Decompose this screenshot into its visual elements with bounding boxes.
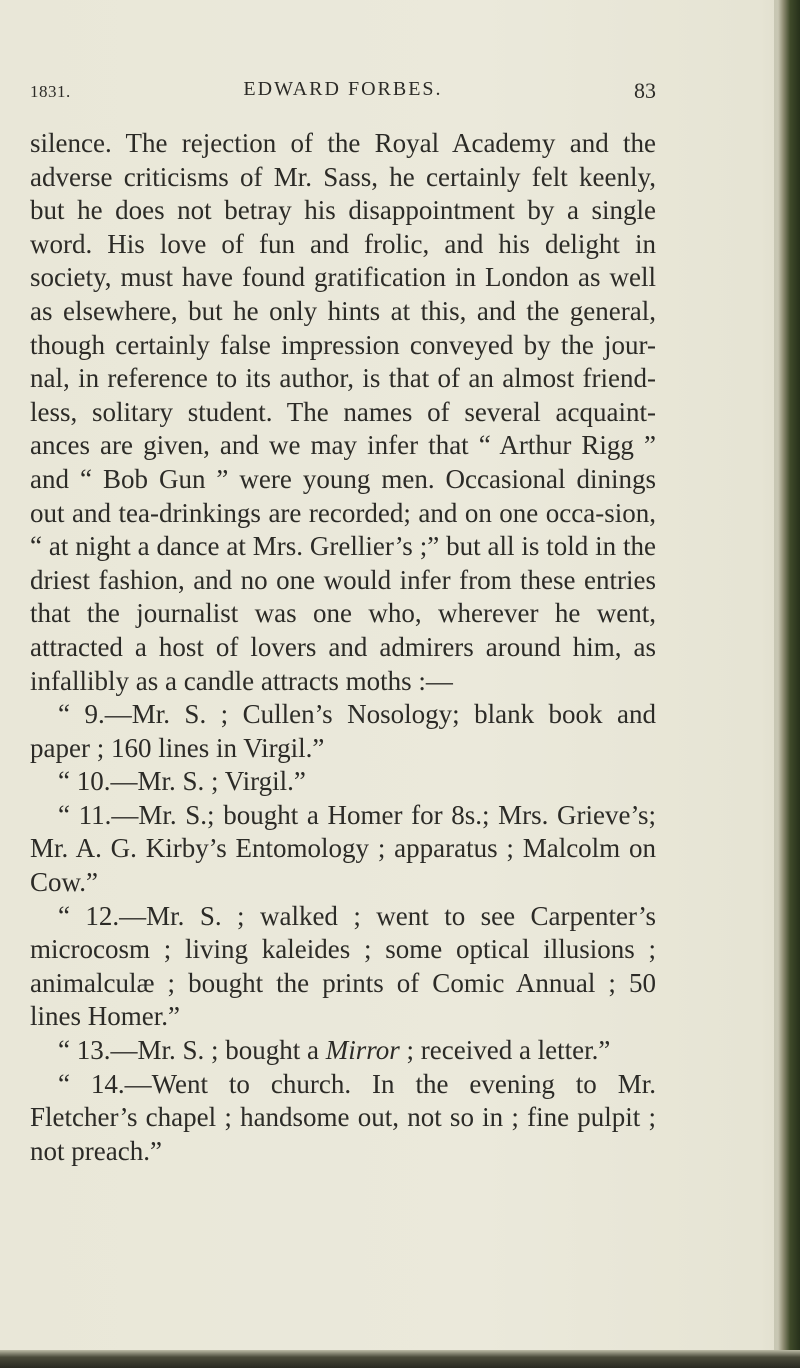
journal-entry-12: “ 12.—Mr. S. ; walked ; went to see Carpenter’s microcosm ; living kaleides ; some optical illusions ; animalculæ ; bought the prints of Comic Annual ; 50 lines Homer.” (30, 900, 656, 1032)
journal-entry-11: “ 11.—Mr. S.; bought a Homer for 8s.; Mrs. Grieve’s; Mr. A. G. Kirby’s Entomology ; apparatus ; Malcolm on Cow.” (30, 799, 656, 898)
body-text (30, 127, 656, 1168)
journal-entry-14: “ 14.—Went to church. In the evening to Mr. Fletcher’s chapel ; handsome out, not so in ; fine pulpit ; not preach.” (30, 1068, 656, 1166)
entry-13-text-start: “ 13.—Mr. S. ; bought a (58, 1035, 326, 1066)
journal-entry-9: “ 9.—Mr. S. ; Cullen’s Nosology; blank book and paper ; 160 lines in Virgil.” (30, 699, 656, 763)
journal-entry-13 (30, 1034, 656, 1068)
page-number: 83 (634, 78, 656, 103)
entry-13-text-end: ; received a letter.” (399, 1035, 611, 1066)
book-binding-edge (778, 0, 800, 1368)
journal-entry-10: “ 10.—Mr. S. ; Virgil.” (58, 766, 306, 797)
running-head (30, 78, 656, 108)
paragraph: silence. The rejection of the Royal Academy and the adverse criticisms of Mr. Sass, he certainly felt keenly, but he does not betray his disappointment by a single word. His love of fun and frolic, and his delight in society, must have found gratification in London as well as elsewhere, but he only hints at this, and the general, though certainly false impression conveyed by the jour-nal, in reference to its author, is that of an almost friend-less, solitary student. The names of several acquaint-ances are given, and we may infer that “ Arthur Rigg ” and “ Bob Gun ” were young men. Occasional dinings out and tea-drinkings are recorded; and on one occa-sion, “ at night a dance at Mrs. Grellier’s ;” but all is told in the driest fashion, and no one would infer from these entries that the journalist was one who, wherever he went, attracted a host of lovers and admirers around him, as infallibly as a candle attracts moths :— (30, 128, 656, 696)
entry-13-title-italic: Mirror (325, 1035, 400, 1066)
bottom-page-edge (0, 1350, 800, 1368)
running-head-title: EDWARD FORBES. (243, 78, 443, 100)
running-head-year: 1831. (30, 82, 71, 101)
